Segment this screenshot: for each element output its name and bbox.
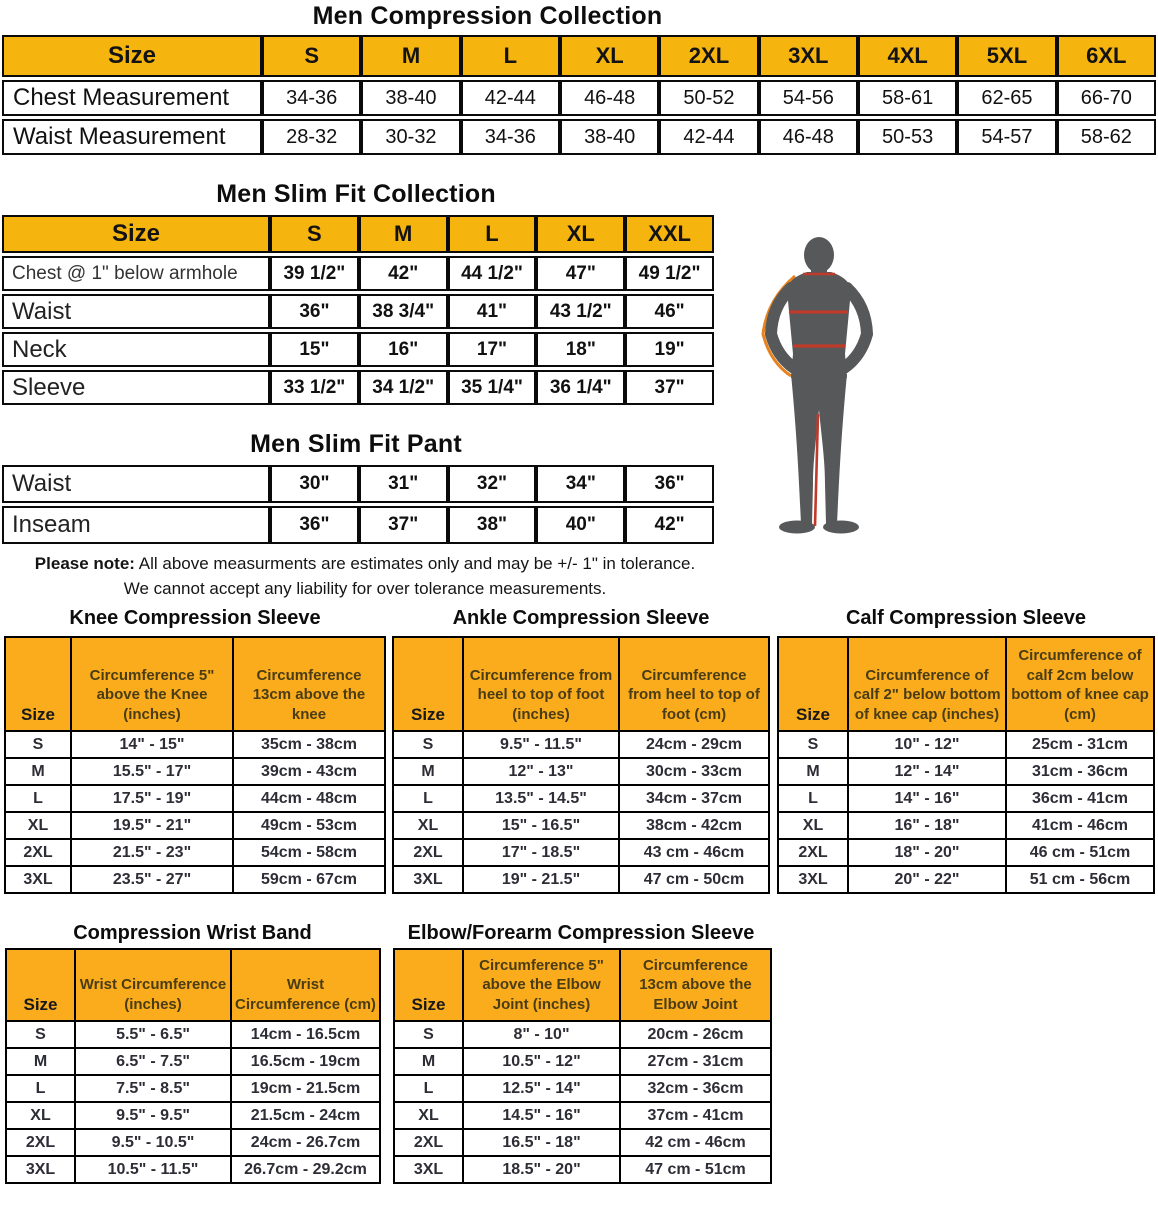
table-header-row — [2, 215, 714, 253]
table-row — [394, 1156, 771, 1183]
column-header: M — [359, 215, 448, 253]
value-cell: 20" - 22" — [848, 866, 1006, 893]
value-cell: 19cm - 21.5cm — [231, 1075, 380, 1102]
row-label-cell: 2XL — [394, 1129, 463, 1156]
value-cell: 16.5" - 18" — [463, 1129, 620, 1156]
row-label-cell: Waist — [2, 294, 270, 329]
table-header-row — [5, 637, 385, 731]
row-label-cell: Waist Measurement — [2, 119, 262, 155]
value-cell: 46-48 — [560, 80, 659, 116]
value-cell: 36" — [270, 294, 359, 329]
table-header-row — [6, 949, 380, 1021]
value-cell: 21.5" - 23" — [71, 839, 233, 866]
value-cell: 54-56 — [759, 80, 858, 116]
column-header: Wrist Circumference (cm) — [231, 949, 380, 1021]
value-cell: 34" — [536, 465, 625, 503]
value-cell: 44cm - 48cm — [233, 785, 385, 812]
row-label-cell: XL — [5, 812, 71, 839]
table-row — [6, 1129, 380, 1156]
value-cell: 5.5" - 6.5" — [75, 1021, 231, 1048]
value-cell: 24cm - 29cm — [619, 731, 769, 758]
value-cell: 43 cm - 46cm — [619, 839, 769, 866]
value-cell: 7.5" - 8.5" — [75, 1075, 231, 1102]
row-label-cell: S — [5, 731, 71, 758]
table-row — [6, 1102, 380, 1129]
table-row — [5, 731, 385, 758]
row-label-cell: M — [6, 1048, 75, 1075]
value-cell: 25cm - 31cm — [1006, 731, 1154, 758]
row-label-cell: M — [394, 1048, 463, 1075]
value-cell: 37" — [359, 506, 448, 544]
table-header-row — [393, 637, 769, 731]
table-row — [5, 785, 385, 812]
value-cell: 47 cm - 51cm — [620, 1156, 771, 1183]
row-label-cell: S — [6, 1021, 75, 1048]
row-label-cell: Sleeve — [2, 370, 270, 405]
table-row — [5, 839, 385, 866]
value-cell: 30cm - 33cm — [619, 758, 769, 785]
elbow-sleeve-title: Elbow/Forearm Compression Sleeve — [407, 922, 755, 944]
men-slim-fit-pant-title: Men Slim Fit Pant — [250, 430, 462, 458]
table-header-row — [394, 949, 771, 1021]
table-row — [5, 866, 385, 893]
row-label-cell: 2XL — [5, 839, 71, 866]
table-row — [778, 866, 1154, 893]
row-label-cell: 3XL — [5, 866, 71, 893]
column-header: Circumference from heel to top of foot (cm) — [619, 637, 769, 731]
value-cell: 31" — [359, 465, 448, 503]
table-row — [5, 758, 385, 785]
wrist-band-title: Compression Wrist Band — [73, 922, 312, 944]
value-cell: 8" - 10" — [463, 1021, 620, 1048]
knee-sleeve-title: Knee Compression Sleeve — [69, 607, 321, 629]
value-cell: 28-32 — [262, 119, 361, 155]
table-row — [393, 758, 769, 785]
row-label-cell: M — [393, 758, 463, 785]
value-cell: 54-57 — [957, 119, 1056, 155]
row-label-cell: XL — [393, 812, 463, 839]
value-cell: 39cm - 43cm — [233, 758, 385, 785]
value-cell: 36cm - 41cm — [1006, 785, 1154, 812]
men-slim-fit-pant-table — [2, 462, 714, 547]
table-row — [393, 785, 769, 812]
value-cell: 18.5" - 20" — [463, 1156, 620, 1183]
table-row — [394, 1102, 771, 1129]
value-cell: 66-70 — [1057, 80, 1156, 116]
row-label-cell: 3XL — [393, 866, 463, 893]
row-label-cell: Inseam — [2, 506, 270, 544]
value-cell: 9.5" - 9.5" — [75, 1102, 231, 1129]
value-cell: 50-52 — [659, 80, 758, 116]
value-cell: 15" - 16.5" — [463, 812, 619, 839]
value-cell: 43 1/2" — [536, 294, 625, 329]
value-cell: 18" - 20" — [848, 839, 1006, 866]
value-cell: 41" — [448, 294, 537, 329]
men-compression-table — [2, 32, 1156, 158]
men-slim-fit-title: Men Slim Fit Collection — [216, 180, 496, 208]
value-cell: 16" - 18" — [848, 812, 1006, 839]
table-row — [6, 1156, 380, 1183]
value-cell: 20cm - 26cm — [620, 1021, 771, 1048]
column-header: XL — [536, 215, 625, 253]
value-cell: 38 3/4" — [359, 294, 448, 329]
value-cell: 32" — [448, 465, 537, 503]
column-header: 3XL — [759, 35, 858, 77]
ankle-sleeve-title: Ankle Compression Sleeve — [452, 607, 710, 629]
column-header: Size — [6, 949, 75, 1021]
column-header: Size — [5, 637, 71, 731]
value-cell: 46-48 — [759, 119, 858, 155]
note-line-1-text: All above measurments are estimates only and may be +/- 1" in tolerance. — [138, 554, 696, 573]
table-row — [2, 506, 714, 544]
value-cell: 38cm - 42cm — [619, 812, 769, 839]
table-row — [393, 812, 769, 839]
column-header: XL — [560, 35, 659, 77]
table-row — [2, 256, 714, 291]
table-row — [393, 731, 769, 758]
value-cell: 23.5" - 27" — [71, 866, 233, 893]
value-cell: 16.5cm - 19cm — [231, 1048, 380, 1075]
value-cell: 35cm - 38cm — [233, 731, 385, 758]
column-header: 2XL — [659, 35, 758, 77]
value-cell: 42-44 — [461, 80, 560, 116]
value-cell: 12" - 14" — [848, 758, 1006, 785]
figure-torso — [787, 272, 851, 378]
note-line-1 — [0, 552, 730, 577]
table-row — [2, 294, 714, 329]
column-header: S — [262, 35, 361, 77]
value-cell: 51 cm - 56cm — [1006, 866, 1154, 893]
column-header: Circumference of calf 2" below bottom of knee cap (inches) — [848, 637, 1006, 731]
row-label-cell: L — [5, 785, 71, 812]
column-header: Circumference 5" above the Knee (inches) — [71, 637, 233, 731]
column-header: 6XL — [1057, 35, 1156, 77]
figure-left-foot — [779, 521, 815, 534]
column-header: XXL — [625, 215, 714, 253]
value-cell: 58-61 — [858, 80, 957, 116]
value-cell: 38-40 — [560, 119, 659, 155]
value-cell: 39 1/2" — [270, 256, 359, 291]
row-label-cell: M — [5, 758, 71, 785]
row-label-cell: S — [394, 1021, 463, 1048]
value-cell: 42 cm - 46cm — [620, 1129, 771, 1156]
value-cell: 46" — [625, 294, 714, 329]
value-cell: 40" — [536, 506, 625, 544]
value-cell: 34 1/2" — [359, 370, 448, 405]
value-cell: 14" - 16" — [848, 785, 1006, 812]
row-label-cell: 2XL — [393, 839, 463, 866]
value-cell: 47 cm - 50cm — [619, 866, 769, 893]
value-cell: 24cm - 26.7cm — [231, 1129, 380, 1156]
value-cell: 41cm - 46cm — [1006, 812, 1154, 839]
column-header: Circumference 13cm above the Elbow Joint — [620, 949, 771, 1021]
value-cell: 36" — [270, 506, 359, 544]
table-row — [778, 758, 1154, 785]
column-header: Wrist Circumference (inches) — [75, 949, 231, 1021]
value-cell: 9.5" - 11.5" — [463, 731, 619, 758]
value-cell: 37" — [625, 370, 714, 405]
value-cell: 12" - 13" — [463, 758, 619, 785]
value-cell: 18" — [536, 332, 625, 367]
value-cell: 10" - 12" — [848, 731, 1006, 758]
value-cell: 62-65 — [957, 80, 1056, 116]
table-row — [393, 839, 769, 866]
value-cell: 54cm - 58cm — [233, 839, 385, 866]
figure-right-leg — [819, 374, 847, 524]
row-label-cell: XL — [6, 1102, 75, 1129]
value-cell: 42" — [625, 506, 714, 544]
column-header: Circumference of calf 2cm below bottom of knee cap (cm) — [1006, 637, 1154, 731]
column-header: 4XL — [858, 35, 957, 77]
figure-right-foot — [823, 521, 859, 534]
row-label-cell: Chest Measurement — [2, 80, 262, 116]
table-row — [778, 731, 1154, 758]
value-cell: 26.7cm - 29.2cm — [231, 1156, 380, 1183]
ankle-sleeve-table — [392, 636, 770, 894]
row-label-cell: 3XL — [6, 1156, 75, 1183]
value-cell: 19" — [625, 332, 714, 367]
value-cell: 47" — [536, 256, 625, 291]
row-label-cell: 3XL — [778, 866, 848, 893]
column-header: Circumference 13cm above the knee — [233, 637, 385, 731]
table-row — [6, 1048, 380, 1075]
row-label-cell: Neck — [2, 332, 270, 367]
calf-sleeve-table — [777, 636, 1155, 894]
value-cell: 34cm - 37cm — [619, 785, 769, 812]
calf-sleeve-title: Calf Compression Sleeve — [845, 607, 1087, 629]
value-cell: 19.5" - 21" — [71, 812, 233, 839]
value-cell: 37cm - 41cm — [620, 1102, 771, 1129]
table-row — [778, 785, 1154, 812]
table-row — [5, 812, 385, 839]
row-label-cell: 2XL — [6, 1129, 75, 1156]
column-header: Size — [2, 35, 262, 77]
value-cell: 30-32 — [361, 119, 460, 155]
value-cell: 14cm - 16.5cm — [231, 1021, 380, 1048]
table-header-row — [2, 35, 1156, 77]
table-row — [6, 1021, 380, 1048]
table-row — [2, 80, 1156, 116]
value-cell: 58-62 — [1057, 119, 1156, 155]
row-label-cell: M — [778, 758, 848, 785]
male-silhouette-svg — [760, 236, 882, 536]
value-cell: 9.5" - 10.5" — [75, 1129, 231, 1156]
value-cell: 17.5" - 19" — [71, 785, 233, 812]
column-header: Size — [393, 637, 463, 731]
value-cell: 34-36 — [262, 80, 361, 116]
value-cell: 32cm - 36cm — [620, 1075, 771, 1102]
value-cell: 13.5" - 14.5" — [463, 785, 619, 812]
table-row — [2, 332, 714, 367]
value-cell: 38" — [448, 506, 537, 544]
column-header: Circumference 5" above the Elbow Joint (inches) — [463, 949, 620, 1021]
row-label-cell: 2XL — [778, 839, 848, 866]
table-row — [394, 1075, 771, 1102]
row-label-cell: S — [778, 731, 848, 758]
value-cell: 17" - 18.5" — [463, 839, 619, 866]
value-cell: 36" — [625, 465, 714, 503]
table-row — [778, 839, 1154, 866]
table-row — [2, 370, 714, 405]
value-cell: 42-44 — [659, 119, 758, 155]
note-prefix: Please note: — [34, 554, 135, 573]
value-cell: 16" — [359, 332, 448, 367]
column-header: M — [361, 35, 460, 77]
table-row — [394, 1048, 771, 1075]
value-cell: 14.5" - 16" — [463, 1102, 620, 1129]
value-cell: 10.5" - 11.5" — [75, 1156, 231, 1183]
tolerance-note — [0, 552, 730, 601]
column-header: Circumference from heel to top of foot (inches) — [463, 637, 619, 731]
value-cell: 33 1/2" — [270, 370, 359, 405]
table-row — [394, 1021, 771, 1048]
row-label-cell: L — [394, 1075, 463, 1102]
value-cell: 59cm - 67cm — [233, 866, 385, 893]
row-label-cell: L — [393, 785, 463, 812]
column-header: S — [270, 215, 359, 253]
value-cell: 49cm - 53cm — [233, 812, 385, 839]
table-row — [2, 465, 714, 503]
male-silhouette-icon — [760, 236, 882, 536]
row-label-cell: XL — [778, 812, 848, 839]
note-line-2: We cannot accept any liability for over tolerance measurements. — [123, 578, 607, 598]
value-cell: 31cm - 36cm — [1006, 758, 1154, 785]
column-header: Size — [778, 637, 848, 731]
value-cell: 36 1/4" — [536, 370, 625, 405]
table-header-row — [778, 637, 1154, 731]
men-slim-fit-table — [2, 212, 714, 408]
table-row — [6, 1075, 380, 1102]
value-cell: 14" - 15" — [71, 731, 233, 758]
value-cell: 15.5" - 17" — [71, 758, 233, 785]
table-row — [778, 812, 1154, 839]
row-label-cell: Chest @ 1" below armhole — [2, 256, 270, 291]
elbow-sleeve-table — [393, 948, 772, 1184]
table-row — [393, 866, 769, 893]
value-cell: 30" — [270, 465, 359, 503]
value-cell: 50-53 — [858, 119, 957, 155]
value-cell: 49 1/2" — [625, 256, 714, 291]
row-label-cell: L — [6, 1075, 75, 1102]
value-cell: 42" — [359, 256, 448, 291]
value-cell: 44 1/2" — [448, 256, 537, 291]
table-row — [2, 119, 1156, 155]
value-cell: 12.5" - 14" — [463, 1075, 620, 1102]
value-cell: 6.5" - 7.5" — [75, 1048, 231, 1075]
row-label-cell: XL — [394, 1102, 463, 1129]
row-label-cell: 3XL — [394, 1156, 463, 1183]
knee-sleeve-table — [4, 636, 386, 894]
wrist-band-table — [5, 948, 381, 1184]
value-cell: 19" - 21.5" — [463, 866, 619, 893]
column-header: L — [461, 35, 560, 77]
value-cell: 17" — [448, 332, 537, 367]
value-cell: 15" — [270, 332, 359, 367]
value-cell: 35 1/4" — [448, 370, 537, 405]
column-header: Size — [394, 949, 463, 1021]
men-compression-title: Men Compression Collection — [312, 2, 663, 30]
value-cell: 34-36 — [461, 119, 560, 155]
column-header: 5XL — [957, 35, 1056, 77]
row-label-cell: L — [778, 785, 848, 812]
table-row — [394, 1129, 771, 1156]
value-cell: 38-40 — [361, 80, 460, 116]
row-label-cell: S — [393, 731, 463, 758]
value-cell: 27cm - 31cm — [620, 1048, 771, 1075]
value-cell: 21.5cm - 24cm — [231, 1102, 380, 1129]
value-cell: 10.5" - 12" — [463, 1048, 620, 1075]
value-cell: 46 cm - 51cm — [1006, 839, 1154, 866]
column-header: Size — [2, 215, 270, 253]
row-label-cell: Waist — [2, 465, 270, 503]
column-header: L — [448, 215, 537, 253]
